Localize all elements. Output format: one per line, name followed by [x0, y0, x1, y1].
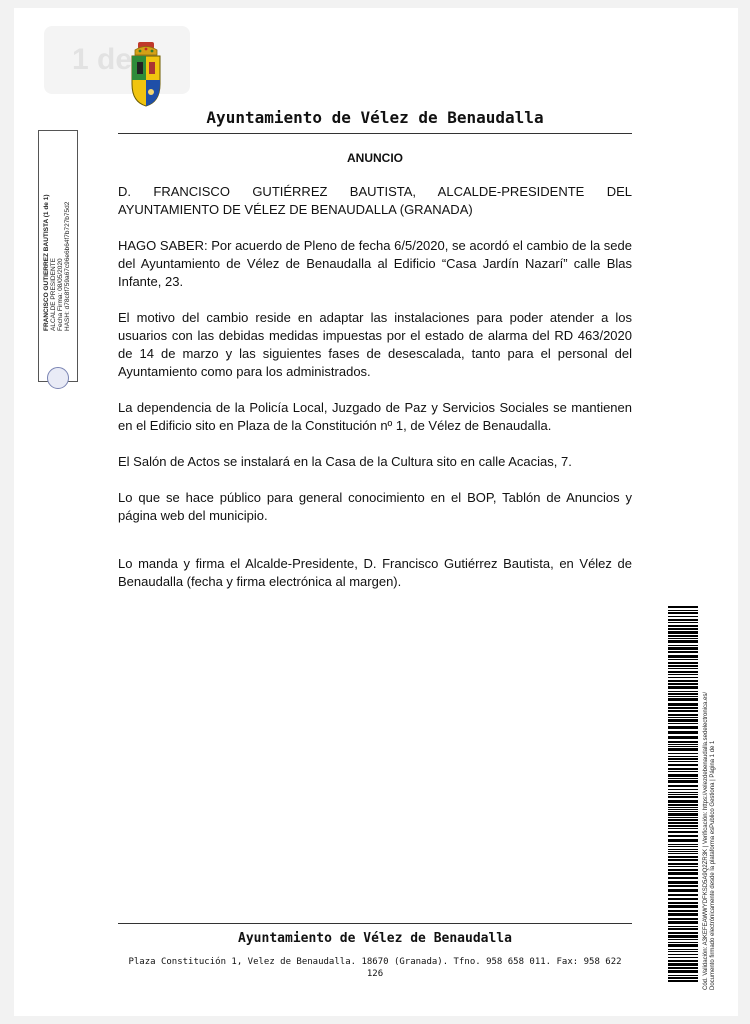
signature-date: Fecha Firma: 08/05/2020 [57, 258, 64, 331]
signer-name: FRANCISCO GUTIERREZ BAUTISTA (1 de 1) [43, 194, 50, 331]
signature-text [43, 141, 71, 331]
municipal-crest-logo [127, 40, 165, 108]
signature-seal-icon [47, 367, 69, 389]
verification-code: Cód. Validación: A3KEFEAWWYDFKSD5A9Q2ZR3K | Verificación: https://velezdebenaudalla.sedelectronica.es/ [703, 691, 709, 990]
verification-platform: Documento firmado electrónicamente desde la plataforma esPublico Gestiona | Página 1 de 1 [710, 740, 716, 990]
paragraph-firma: Lo manda y firma el Alcalde-Presidente, D. Francisco Gutiérrez Bautista, en Vélez de Benaudalla (fecha y firma electrónica al margen). [118, 556, 632, 589]
document-heading: ANUNCIO [347, 151, 403, 165]
paragraph-dependencia: La dependencia de la Policía Local, Juzgado de Paz y Servicios Sociales se mantienen en el Edificio sito en Plaza de la Constitución nº 1, de Vélez de Benaudalla. [118, 400, 632, 433]
paragraph-motivo: El motivo del cambio reside en adaptar las instalaciones para poder atender a los usuarios con las debidas medidas impuestas por el estado de alarma del RD 463/2020 de 14 de marzo y las siguientes fases de desescalada, tanto para el personal del Ayuntamiento como para los administrados. [118, 310, 632, 379]
document-body [118, 183, 632, 609]
footer-divider [118, 923, 632, 924]
footer-address: Plaza Constitución 1, Velez de Benaudalla. 18670 (Granada). Tfno. 958 658 011. Fax: 958 622 126 [128, 957, 622, 979]
signature-box [38, 130, 78, 382]
signer-role: ALCALDE PRESIDENTE [50, 258, 57, 331]
verification-text [703, 610, 717, 990]
page-count-badge: 1 de [44, 26, 190, 94]
header-title: Ayuntamiento de Vélez de Benaudalla [206, 108, 544, 127]
header-divider [118, 133, 632, 134]
paragraph-publicidad: Lo que se hace público para general conocimiento en el BOP, Tablón de Anuncios y página web del municipio. [118, 490, 632, 523]
paragraph-salon-actos: El Salón de Actos se instalará en la Casa de la Cultura sito en calle Acacias, 7. [118, 454, 572, 469]
paragraph-addressee: D. FRANCISCO GUTIÉRREZ BAUTISTA, ALCALDE-PRESIDENTE DEL AYUNTAMIENTO DE VÉLEZ DE BENAUDALLA (GRANADA) [118, 184, 632, 217]
footer-title: Ayuntamiento de Vélez de Benaudalla [238, 931, 512, 946]
barcode [668, 606, 698, 984]
paragraph-hago-saber: HAGO SABER: Por acuerdo de Pleno de fecha 6/5/2020, se acordó el cambio de la sede del Ayuntamiento de Vélez de Benaudalla al Edificio “Casa Jardín Nazarí” calle Blas Infante, 23. [118, 238, 632, 289]
signature-hash: HASH: d78c8f759a67c96e6b64f7b727b75d2 [64, 201, 71, 331]
